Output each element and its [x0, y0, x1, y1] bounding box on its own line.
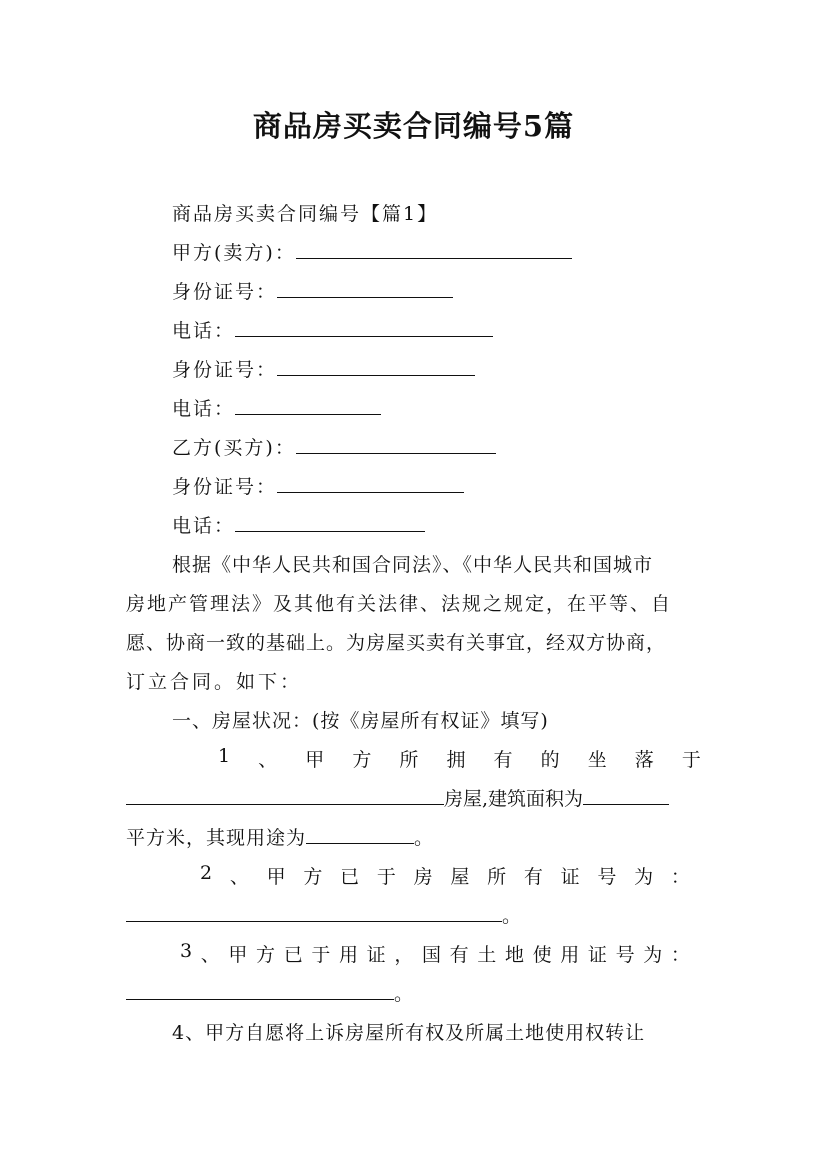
justified-char: 甲: [228, 944, 248, 966]
item-1-usage-text: 平方米，其现用途为: [126, 827, 307, 849]
buyer-name-field: [172, 433, 496, 460]
justified-char: 甲: [266, 866, 286, 888]
buyer-phone-field: [172, 511, 425, 538]
justified-char: 用: [560, 944, 580, 966]
justified-char: 有: [449, 944, 469, 966]
justified-char: 使: [532, 944, 552, 966]
justified-char: 国: [421, 944, 441, 966]
justified-char: 所: [487, 866, 507, 888]
justified-char: 甲: [305, 749, 325, 771]
justified-char: 1: [218, 745, 231, 767]
seller-phone-blank-2: [235, 396, 381, 415]
buyer-phone-blank: [235, 513, 425, 532]
justified-char: 于: [311, 944, 331, 966]
justified-char: 方: [352, 749, 372, 771]
justified-char: 的: [540, 749, 560, 771]
seller-id-label: 身份证号：: [172, 281, 278, 303]
justified-char: 证: [560, 866, 580, 888]
seller-name-field: [172, 238, 572, 265]
seller-label: 甲方(卖方)：: [172, 242, 296, 264]
buyer-name-blank: [296, 435, 496, 454]
seller-id-field: [172, 277, 453, 304]
item-3-period: 。: [394, 983, 417, 1005]
justified-char: 3: [180, 940, 193, 962]
seller-phone-blank: [235, 318, 493, 337]
buyer-label: 乙方(买方)：: [172, 437, 296, 459]
justified-char: 号: [597, 866, 617, 888]
justified-char: 2: [200, 862, 213, 884]
usage-blank: [306, 825, 414, 844]
buyer-id-blank: [277, 474, 464, 493]
justified-char: 土: [477, 944, 497, 966]
justified-char: 证: [366, 944, 386, 966]
justified-char: 已: [283, 944, 303, 966]
seller-phone-field-2: [172, 394, 381, 421]
item-1-line-1: [218, 745, 701, 772]
justified-char: 有: [523, 866, 543, 888]
buyer-phone-label: 电话：: [172, 515, 236, 537]
justified-char: 屋: [450, 866, 470, 888]
justified-char: 证: [587, 944, 607, 966]
certificate-number-blank: [126, 903, 502, 922]
justified-char: 房: [413, 866, 433, 888]
justified-char: 为: [643, 944, 663, 966]
document-title: 商品房买卖合同编号5篇: [252, 109, 575, 143]
seller-id-label-2: 身份证号：: [172, 359, 278, 381]
location-blank: [126, 786, 444, 805]
justified-char: 落: [634, 749, 654, 771]
land-certificate-blank: [126, 981, 394, 1000]
justified-char: 于: [376, 866, 396, 888]
justified-char: 于: [681, 749, 701, 771]
justified-char: ，: [394, 944, 414, 966]
justified-char: 所: [399, 749, 419, 771]
item-1-line-3: [126, 823, 434, 850]
justified-char: 为: [634, 866, 654, 888]
intro-line-2: 房地产管理法》及其他有关法律、法规之规定，在平等、自: [126, 593, 673, 615]
item-2-line-1: [200, 862, 690, 889]
justified-char: 方: [256, 944, 276, 966]
section-subtitle: 商品房买卖合同编号【篇1】: [172, 203, 439, 225]
justified-char: 已: [340, 866, 360, 888]
intro-line-1: 根据《中华人民共和国合同法》、《中华人民共和国城市: [172, 554, 654, 576]
item-3-line-1: [180, 940, 690, 967]
item-2-line-2: [126, 901, 524, 928]
intro-line-4: 订立合同。如下：: [126, 671, 303, 693]
justified-char: ：: [670, 944, 690, 966]
justified-char: 坐: [587, 749, 607, 771]
buyer-id-label: 身份证号：: [172, 476, 278, 498]
item-3-line-2: [126, 979, 416, 1006]
item-2-period: 。: [502, 905, 525, 927]
justified-char: ：: [670, 866, 690, 888]
seller-id-field-2: [172, 355, 475, 382]
justified-char: 号: [615, 944, 635, 966]
justified-char: 、: [229, 866, 249, 888]
justified-char: 拥: [446, 749, 466, 771]
seller-phone-label-2: 电话：: [172, 398, 236, 420]
seller-phone-label: 电话：: [172, 320, 236, 342]
justified-char: 用: [339, 944, 359, 966]
item-1-period: 。: [414, 827, 435, 849]
justified-char: 有: [493, 749, 513, 771]
seller-phone-field: [172, 316, 493, 343]
area-blank: [583, 786, 669, 805]
item-1-line-2: [126, 784, 669, 811]
justified-char: 、: [258, 749, 278, 771]
justified-char: 、: [200, 944, 220, 966]
intro-line-3: 愿、协商一致的基础上。为房屋买卖有关事宜，经双方协商，: [126, 632, 667, 654]
item-4-line-1: 4、甲方自愿将上诉房屋所有权及所属土地使用权转让: [172, 1022, 646, 1044]
seller-id-blank: [277, 279, 453, 298]
justified-char: 地: [504, 944, 524, 966]
item-1-mid-text: 房屋,建筑面积为: [444, 788, 584, 810]
seller-name-blank: [296, 240, 572, 259]
seller-id-blank-2: [277, 357, 475, 376]
justified-char: 方: [303, 866, 323, 888]
buyer-id-field: [172, 472, 464, 499]
section-1-heading: 一、房屋状况：(按《房屋所有权证》填写): [172, 710, 549, 732]
